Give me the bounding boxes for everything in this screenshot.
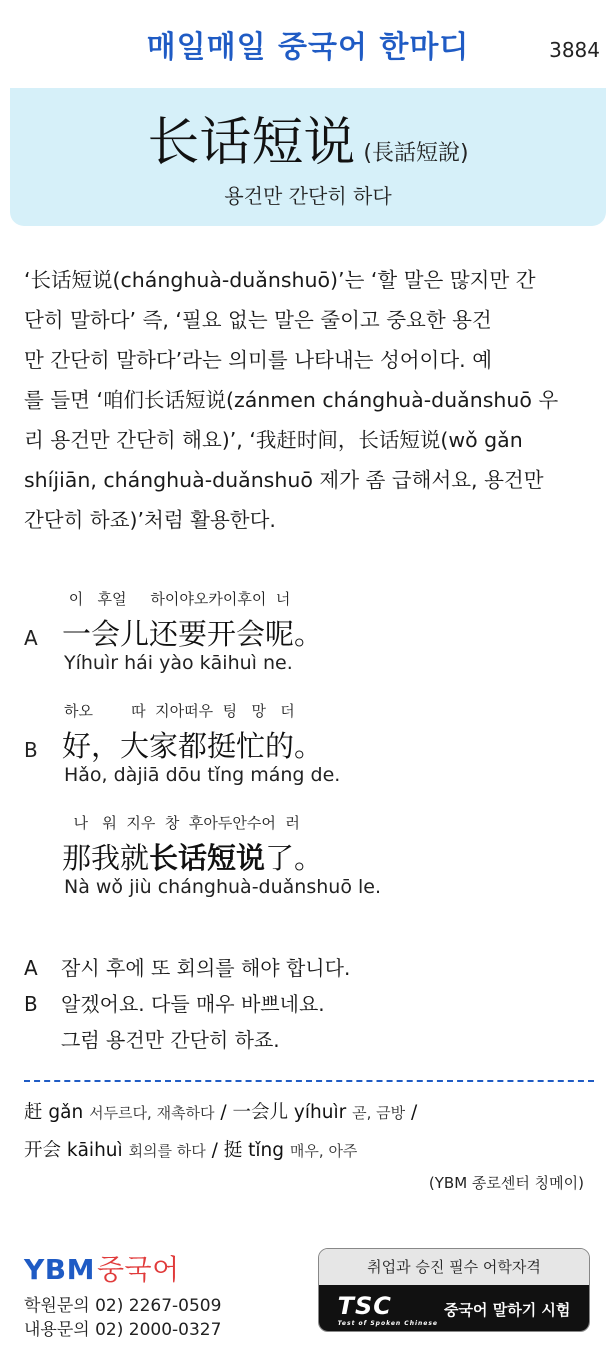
dialog-line xyxy=(24,588,594,688)
speaker-label: B xyxy=(24,992,38,1016)
ruby-pronunciation: 하오 따 지아떠우 팅 망 더 xyxy=(64,702,295,720)
speaker-label: A xyxy=(24,626,38,650)
translation-text: 잠시 후에 또 회의를 해야 합니다. xyxy=(61,956,351,980)
chinese-sentence: 好，大家都挺忙的。 xyxy=(62,729,324,763)
dialog-line xyxy=(24,700,594,800)
translation-text: 그럼 용건만 간단히 하죠. xyxy=(61,1028,280,1052)
author-credit: (YBM 종로센터 칭메이) xyxy=(428,1174,584,1192)
ruby-pronunciation: 나 워 지우 창 후아두안수어 러 xyxy=(64,814,300,832)
idiom-row xyxy=(10,100,606,175)
vocab-definition: 매우, 아주 xyxy=(289,1142,358,1160)
dialog-line xyxy=(24,812,594,912)
translation-line xyxy=(24,950,594,986)
chinese-sentence: 一会儿还要开会呢。 xyxy=(62,617,324,651)
footer-contact xyxy=(24,1248,221,1342)
vocab-line xyxy=(24,1132,594,1170)
title-box xyxy=(10,88,606,226)
explanation xyxy=(24,260,594,540)
ad-bar xyxy=(319,1285,589,1332)
brand-latin: YBM xyxy=(24,1253,95,1286)
pinyin: Nà wǒ jiù chánghuà-duǎnshuō le. xyxy=(64,876,381,898)
vocab-word: 赶 gǎn xyxy=(24,1102,84,1123)
vocab-separator: / xyxy=(205,1140,224,1161)
idiom-meaning: 용건만 간단히 하다 xyxy=(224,184,392,208)
translation-text: 알겠어요. 다들 매우 바쁘네요. xyxy=(61,992,325,1016)
translation xyxy=(24,950,594,1058)
explanation-line: 를 들면 ‘咱们长话短说(zánmen chánghuà-duǎnshuō 우 xyxy=(24,388,559,412)
tsc-ad xyxy=(318,1248,590,1332)
brand-korean: 중국어 xyxy=(96,1253,180,1286)
header xyxy=(0,0,616,88)
explanation-line: ‘长话短说(chánghuà-duǎnshuō)’는 ‘할 말은 많지만 간 xyxy=(24,268,536,292)
ybm-logo xyxy=(24,1248,221,1288)
explanation-line: 단히 말하다’ 즉, ‘필요 없는 말은 줄이고 중요한 용건 xyxy=(24,308,492,332)
contact-content: 내용문의 02) 2000-0327 xyxy=(24,1320,222,1340)
vocab-separator: / xyxy=(214,1102,233,1123)
pinyin: Hǎo, dàjiā dōu tǐng máng de. xyxy=(64,764,341,786)
contact-academy: 학원문의 02) 2267-0509 xyxy=(24,1296,222,1316)
tsc-logo xyxy=(338,1292,438,1327)
explanation-line: shíjiān, chánghuà-duǎnshuō 제가 좀 급해서요, 용건만 xyxy=(24,468,544,492)
vocabulary xyxy=(24,1094,594,1170)
vocab-word: 一会儿 yíhuìr xyxy=(232,1102,347,1123)
explanation-line: 리 용건만 간단히 해요)’, ‘我赶时间，长话短说(wǒ gǎn xyxy=(24,428,523,452)
pinyin: Yíhuìr hái yào kāihuì ne. xyxy=(64,652,293,674)
vocab-definition: 회의를 하다 xyxy=(128,1142,206,1160)
explanation-line: 간단히 하죠)’처럼 활용한다. xyxy=(24,508,276,532)
vocab-definition: 서두르다, 재촉하다 xyxy=(89,1104,215,1122)
vocab-line xyxy=(24,1094,594,1132)
vocab-word: 开会 kāihuì xyxy=(24,1140,123,1161)
translation-line xyxy=(24,986,594,1022)
speaker-label: A xyxy=(24,956,38,980)
chinese-pre: 那我就 xyxy=(62,841,150,875)
speaker-label: B xyxy=(24,738,38,762)
issue-number: 3884 xyxy=(549,38,600,62)
vocab-definition: 곧, 금방 xyxy=(352,1104,406,1122)
chinese-post: 了。 xyxy=(265,841,324,875)
ad-text: 중국어 말하기 시험 xyxy=(444,1300,571,1319)
explanation-line: 만 간단히 말하다’라는 의미를 나타내는 성어이다. 예 xyxy=(24,348,492,372)
series-title: 매일매일 중국어 한마디 xyxy=(146,30,470,65)
vocab-word: 挺 tǐng xyxy=(223,1140,285,1161)
dashed-divider xyxy=(24,1080,594,1082)
vocab-separator: / xyxy=(405,1102,418,1123)
ruby-pronunciation: 이 후얼 하이야오카이후이 너 xyxy=(64,590,291,608)
idiom-traditional: (長話短說) xyxy=(363,141,469,166)
ad-tagline: 취업과 승진 필수 어학자격 xyxy=(319,1249,589,1285)
translation-line xyxy=(24,1022,594,1058)
tsc-logo-sub: Test of Spoken Chinese xyxy=(337,1319,439,1327)
idiom-title: 长话短说 xyxy=(147,113,356,173)
chinese-sentence xyxy=(62,836,323,877)
chinese-idiom-bold: 长话短说 xyxy=(149,841,266,875)
tsc-logo-text: TSC xyxy=(337,1291,392,1320)
